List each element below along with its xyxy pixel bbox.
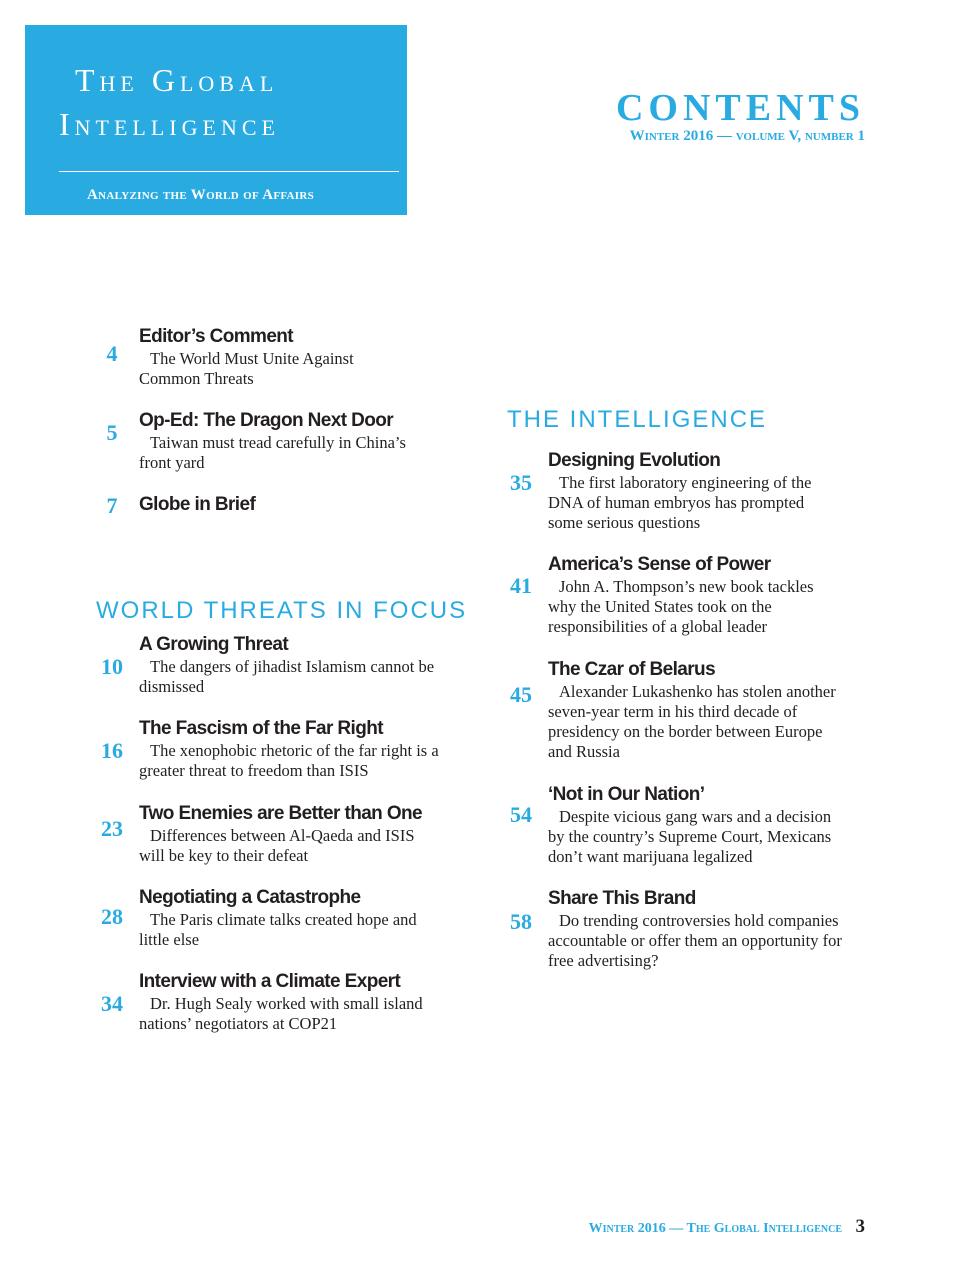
toc-entry[interactable] [510, 449, 838, 533]
magazine-title [59, 58, 399, 146]
page-footer [589, 1216, 865, 1238]
page-number: 10 [101, 654, 123, 679]
entry-title: Share This Brand [548, 888, 696, 909]
entry-description: Alexander Lukashenko has stolen another seven-year term in his third decade of presidency on the border between Europe and Russia [548, 682, 836, 761]
footer-page-number: 3 [855, 1216, 865, 1237]
entry-description: Despite vicious gang wars and a decision by the country’s Supreme Court, Mexicans don’t want marijuana legalized [548, 807, 832, 866]
entry-title: Designing Evolution [548, 450, 721, 471]
issue-info: Winter 2016 — volume V, number 1 [629, 128, 865, 144]
entry-description: The dangers of jihadist Islamism cannot be dismissed [139, 657, 435, 696]
toc-entry[interactable] [101, 886, 439, 950]
entry-description: Do trending controversies hold companies accountable or offer them an opportunity for free advertising? [548, 911, 842, 970]
entry-title: Globe in Brief [139, 494, 256, 515]
entry-description: The first laboratory engineering of the DNA of human embryos has prompted some serious questions [548, 473, 812, 532]
page-number: 23 [101, 816, 123, 841]
entry-title: The Fascism of the Far Right [139, 718, 383, 739]
entry-description: The xenophobic rhetoric of the far right is a greater threat to freedom than ISIS [139, 741, 439, 780]
toc-entry[interactable] [101, 717, 454, 781]
entry-title: Negotiating a Catastrophe [139, 887, 361, 908]
page-number: 54 [510, 802, 532, 827]
page-number: 45 [510, 682, 532, 707]
contents-title: CONTENTS [615, 87, 865, 129]
page-number: 35 [510, 470, 532, 495]
entry-description: Differences between Al-Qaeda and ISIS will be key to their defeat [139, 826, 415, 865]
toc-entry[interactable] [106, 325, 459, 389]
entry-description: John A. Thompson’s new book tackles why the United States took on the responsibilities of a global leader [548, 577, 814, 636]
toc-entry[interactable] [106, 409, 429, 473]
entry-description: The World Must Unite Against Common Threats [139, 349, 354, 388]
entry-title: Two Enemies are Better than One [139, 803, 423, 824]
magazine-tagline: Analyzing the World of Affairs [87, 187, 315, 203]
section-heading-world-threats: WORLD THREATS IN FOCUS [96, 597, 468, 624]
entry-title: Op-Ed: The Dragon Next Door [139, 410, 394, 431]
toc-entry[interactable] [101, 802, 439, 866]
page-number: 28 [101, 904, 123, 929]
toc-entry[interactable] [106, 493, 459, 518]
entry-title: ‘Not in Our Nation’ [548, 784, 705, 805]
toc-entry[interactable] [101, 633, 449, 697]
toc-entry[interactable] [510, 658, 848, 762]
magazine-title-line2: Intelligence [59, 106, 280, 142]
section-heading-intelligence: THE INTELLIGENCE [507, 406, 768, 433]
toc-entry[interactable] [510, 783, 848, 867]
entry-title: A Growing Threat [139, 634, 289, 655]
page-number: 4 [106, 341, 118, 366]
page-number: 58 [510, 909, 532, 934]
page-number: 34 [101, 991, 123, 1016]
entry-title: Editor’s Comment [139, 326, 294, 347]
entry-description: The Paris climate talks created hope and little else [139, 910, 417, 949]
footer-text: Winter 2016 — The Global Intelligence [588, 1221, 842, 1236]
page-number: 7 [106, 493, 118, 518]
entry-title: America’s Sense of Power [548, 554, 771, 575]
entry-title: The Czar of Belarus [548, 659, 716, 680]
contents-header [616, 88, 865, 145]
entry-description: Dr. Hugh Sealy worked with small island nations’ negotiators at COP21 [139, 994, 423, 1033]
masthead [25, 25, 407, 215]
page-number: 16 [101, 738, 123, 763]
entry-title: Interview with a Climate Expert [139, 971, 401, 992]
magazine-title-line1: The Global [75, 62, 279, 98]
page-number: 41 [510, 573, 532, 598]
masthead-divider [59, 171, 399, 172]
page-number: 5 [106, 420, 118, 445]
entry-description: Taiwan must tread carefully in China’s front yard [139, 433, 406, 472]
toc-entry[interactable] [510, 553, 833, 637]
toc-entry[interactable] [101, 970, 444, 1034]
toc-entry[interactable] [510, 887, 858, 971]
